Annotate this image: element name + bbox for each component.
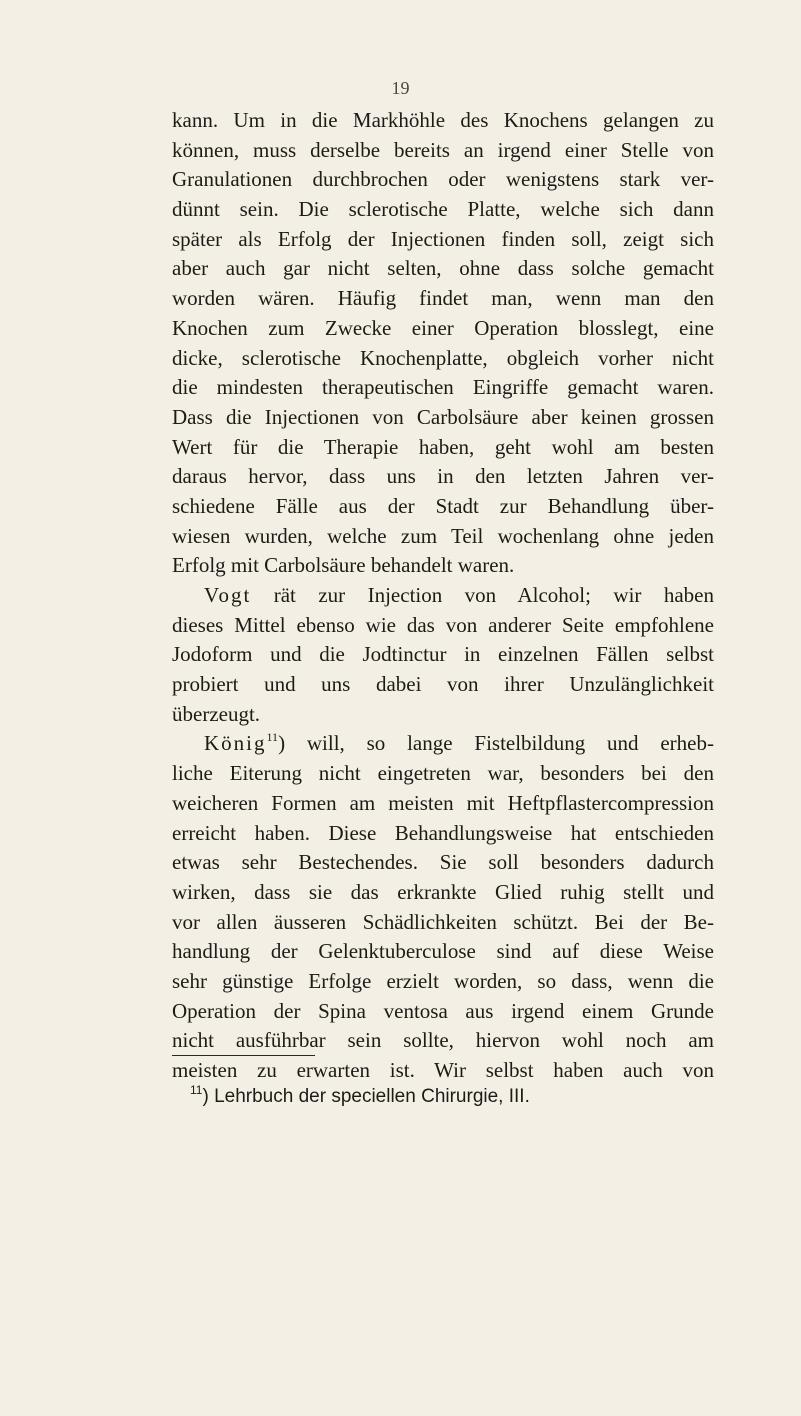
text-line: etwas sehr Bestechendes. Sie soll besonders dadurch [172, 850, 714, 875]
author-name-vogt: Vogt [204, 583, 252, 607]
footnote [190, 1083, 530, 1108]
text-line: wirken, dass sie das erkrankte Glied ruhig stellt und [172, 879, 714, 904]
text-line: meisten zu erwarten ist. Wir selbst haben auch von [172, 1058, 714, 1082]
text-line: können, muss derselbe bereits an irgend einer Stelle von [172, 137, 714, 162]
text-line: aber auch gar nicht selten, ohne dass solche gemacht [172, 256, 714, 281]
text-line: schiedene Fälle aus der Stadt zur Behandlung über- [172, 493, 714, 518]
text-line: probiert und uns dabei von ihrer Unzulänglichkeit [172, 672, 714, 697]
page-number: 19 [391, 78, 410, 98]
text-line: später als Erfolg der Injectionen finden soll, zeigt sich [172, 226, 714, 251]
text-line: Wert für die Therapie haben, geht wohl am besten [172, 434, 714, 459]
text-line: überzeugt. [172, 701, 261, 726]
text-line: wiesen wurden, welche zum Teil wochenlang ohne jeden [172, 523, 714, 548]
text-line: Dass die Injectionen von Carbolsäure aber keinen grossen [172, 404, 714, 429]
text-line: kann. Um in die Markhöhle des Knochens gelangen zu [172, 108, 714, 132]
footnote-reference[interactable]: 11 [266, 730, 279, 745]
text-line: Jodoform und die Jodtinctur in einzelnen Fällen selbst [172, 642, 714, 667]
text-line: dünnt sein. Die sclerotische Platte, welche sich dann [172, 197, 714, 222]
footnote-text: ) Lehrbuch der speciellen Chirurgie, III. [202, 1086, 530, 1107]
text-fragment: ) will, so lange Fistelbildung und erheb- [278, 731, 714, 756]
text-line: Knochen zum Zwecke einer Operation blosslegt, eine [172, 315, 714, 340]
text-line: handlung der Gelenktuberculose sind auf diese Weise [172, 939, 714, 964]
text-line: sehr günstige Erfolge erzielt worden, so dass, wenn die [172, 968, 714, 993]
text-line: daraus hervor, dass uns in den letzten Jahren ver- [172, 464, 714, 489]
text-line: erreicht haben. Diese Behandlungsweise hat entschieden [172, 820, 714, 845]
body-text [172, 106, 714, 1086]
text-line: vor allen äusseren Schädlichkeiten schützt. Bei der Be- [172, 909, 714, 934]
text-line: worden wären. Häufig findet man, wenn man den [172, 286, 714, 311]
footnote-divider [172, 1055, 315, 1056]
text-line: nicht ausführbar sein sollte, hiervon wohl noch am [172, 1028, 714, 1053]
text-line: liche Eiterung nicht eingetreten war, besonders bei den [172, 761, 714, 786]
text-line: die mindesten therapeutischen Eingriffe gemacht waren. [172, 375, 714, 400]
text-line [172, 729, 714, 759]
author-name-koenig: König [204, 731, 267, 756]
text-line: Erfolg mit Carbolsäure behandelt waren. [172, 553, 515, 578]
text-fragment: rät zur Injection von Alcohol; wir haben [251, 583, 714, 607]
footnote-marker: 11 [190, 1083, 203, 1097]
text-line: dieses Mittel ebenso wie das von anderer Seite empfohlene [172, 612, 714, 637]
text-line: weicheren Formen am meisten mit Heftpflastercompression [172, 790, 714, 815]
text-line: Operation der Spina ventosa aus irgend einem Grunde [172, 998, 714, 1023]
text-line: Granulationen durchbrochen oder wenigstens stark ver- [172, 167, 714, 192]
text-line: dicke, sclerotische Knochenplatte, obgleich vorher nicht [172, 345, 714, 370]
text-line [172, 581, 714, 611]
